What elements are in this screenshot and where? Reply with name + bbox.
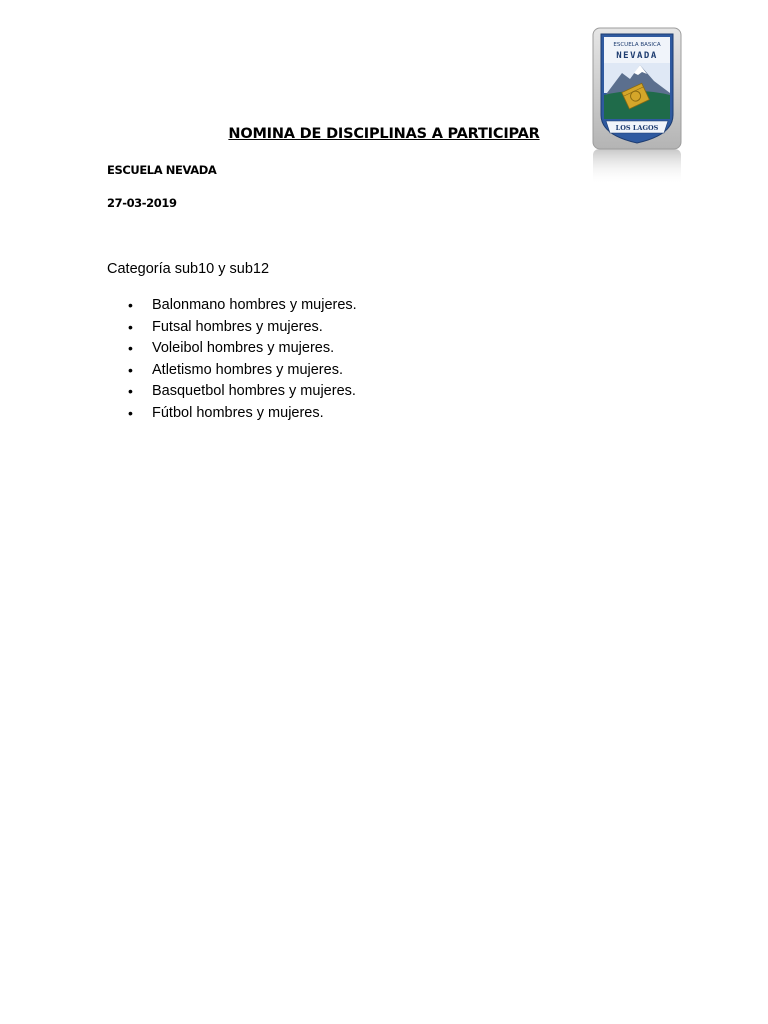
discipline-label: Atletismo hombres y mujeres.: [152, 361, 343, 378]
logo-top-text: ESCUELA BASICA: [613, 42, 661, 48]
logo-name-text: NEVADA: [616, 51, 658, 61]
logo-bottom-text: LOS LAGOS: [615, 124, 659, 132]
discipline-label: Balonmano hombres y mujeres.: [152, 297, 357, 313]
document-title: NOMINA DE DISCIPLINAS A PARTICIPAR: [228, 126, 540, 142]
school-crest-logo: [592, 27, 682, 185]
list-item: [0, 296, 357, 318]
discipline-list: [0, 296, 357, 425]
list-item: [0, 404, 357, 426]
discipline-label: Futsal hombres y mujeres.: [152, 318, 323, 335]
bullet-icon: •: [128, 361, 133, 378]
list-item: [0, 339, 357, 361]
bullet-icon: •: [128, 297, 133, 313]
list-item: [0, 382, 357, 404]
bullet-icon: •: [128, 383, 133, 399]
school-name: ESCUELA NEVADA: [107, 163, 217, 177]
bullet-icon: •: [128, 340, 133, 356]
document-date: 27-03-2019: [107, 196, 177, 210]
bullet-icon: •: [128, 318, 133, 335]
discipline-label: Basquetbol hombres y mujeres.: [152, 383, 356, 399]
list-item: [0, 361, 357, 383]
category-line: Categoría sub10 y sub12: [107, 261, 270, 277]
discipline-label: Fútbol hombres y mujeres.: [152, 404, 324, 421]
discipline-label: Voleibol hombres y mujeres.: [152, 340, 335, 356]
list-item: [0, 318, 357, 340]
bullet-icon: •: [128, 404, 133, 421]
